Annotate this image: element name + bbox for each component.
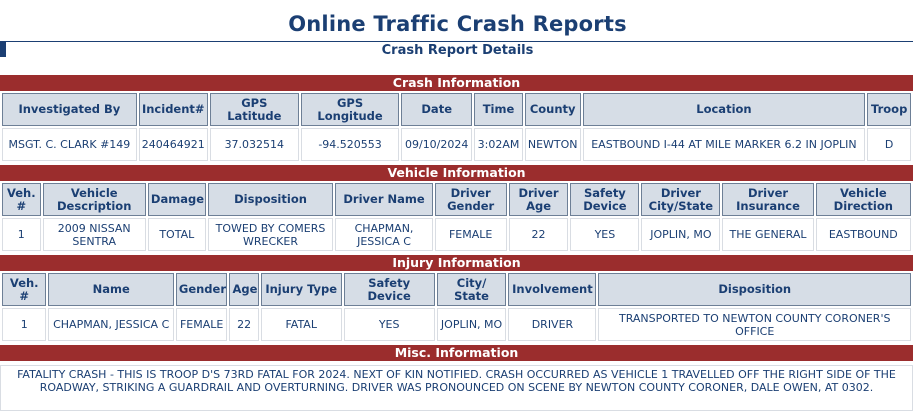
column-header: Driver Age [509, 183, 569, 216]
column-header: City/ State [437, 273, 507, 306]
table-cell: -94.520553 [301, 128, 399, 161]
table-cell: 37.032514 [210, 128, 299, 161]
table-cell: 2009 NISSAN SENTRA [43, 218, 146, 251]
table-cell: TOTAL [148, 218, 206, 251]
table-cell: CHAPMAN, JESSICA C [335, 218, 432, 251]
column-header: Vehicle Description [43, 183, 146, 216]
table-cell: NEWTON [525, 128, 581, 161]
column-header: Location [583, 93, 866, 126]
table-cell: THE GENERAL [722, 218, 813, 251]
table-row [2, 128, 911, 161]
table-row [2, 308, 911, 341]
table-cell: CHAPMAN, JESSICA C [48, 308, 173, 341]
column-header: Driver City/State [641, 183, 720, 216]
table-cell: FEMALE [435, 218, 507, 251]
column-header: Investigated By [2, 93, 137, 126]
table-cell: 09/10/2024 [401, 128, 472, 161]
column-header: Veh. # [2, 183, 41, 216]
crash-section-header: Crash Information [0, 75, 913, 91]
table-header-row [2, 183, 911, 216]
column-header: Veh. # [2, 273, 46, 306]
column-header: Driver Gender [435, 183, 507, 216]
table-cell: MSGT. C. CLARK #149 [2, 128, 137, 161]
crash-info-table [0, 91, 913, 163]
column-header: Troop [867, 93, 911, 126]
table-cell: FATAL [261, 308, 342, 341]
table-cell: DRIVER [508, 308, 596, 341]
table-cell: TRANSPORTED TO NEWTON COUNTY CORONER'S OFFICE [598, 308, 911, 341]
table-cell: EASTBOUND I-44 AT MILE MARKER 6.2 IN JOPLIN [583, 128, 866, 161]
table-cell: 22 [229, 308, 258, 341]
column-header: GPS Longitude [301, 93, 399, 126]
table-row [2, 218, 911, 251]
table-cell: YES [344, 308, 435, 341]
table-cell: YES [570, 218, 639, 251]
page-title: Online Traffic Crash Reports [288, 12, 627, 36]
column-header: Driver Insurance [722, 183, 813, 216]
column-header: Safety Device [570, 183, 639, 216]
table-cell: 3:02AM [474, 128, 523, 161]
column-header: Age [229, 273, 258, 306]
column-header: Safety Device [344, 273, 435, 306]
column-header: Disposition [598, 273, 911, 306]
injury-section-header: Injury Information [0, 255, 913, 271]
column-header: Gender [176, 273, 228, 306]
column-header: Time [474, 93, 523, 126]
table-cell: FEMALE [176, 308, 228, 341]
table-cell: 22 [509, 218, 569, 251]
table-header-row [2, 273, 911, 306]
column-header: Incident# [139, 93, 208, 126]
table-cell: TOWED BY COMERS WRECKER [208, 218, 334, 251]
column-header: Disposition [208, 183, 334, 216]
column-header: Name [48, 273, 173, 306]
column-header: Damage [148, 183, 206, 216]
vehicle-section-header: Vehicle Information [0, 165, 913, 181]
table-cell: EASTBOUND [816, 218, 911, 251]
column-header: GPS Latitude [210, 93, 299, 126]
page-subtitle: Crash Report Details [381, 43, 534, 58]
column-header: Vehicle Direction [816, 183, 911, 216]
table-header-row [2, 93, 911, 126]
injury-info-table [0, 271, 913, 343]
column-header: Date [401, 93, 472, 126]
table-cell: 240464921 [139, 128, 208, 161]
table-cell: D [867, 128, 911, 161]
column-header: Involvement [508, 273, 596, 306]
column-header: Injury Type [261, 273, 342, 306]
misc-narrative: FATALITY CRASH - THIS IS TROOP D'S 73RD FATAL FOR 2024. NEXT OF KIN NOTIFIED. CRASH OCCURRED AS VEHICLE 1 TRAVELLED OFF THE RIGHT SIDE OF THE ROADWAY, STRIKING A GUARDRAIL AND OVERTURNING. DRIVER WAS PRONOUNCED ON SCENE BY NEWTON COUNTY CORONER, DALE OWEN, AT 0302. [0, 365, 913, 411]
misc-section-header: Misc. Information [0, 345, 913, 361]
table-cell: JOPLIN, MO [641, 218, 720, 251]
column-header: Driver Name [335, 183, 432, 216]
column-header: County [525, 93, 581, 126]
table-cell: 1 [2, 218, 41, 251]
vehicle-info-table [0, 181, 913, 253]
table-cell: 1 [2, 308, 46, 341]
table-cell: JOPLIN, MO [437, 308, 507, 341]
